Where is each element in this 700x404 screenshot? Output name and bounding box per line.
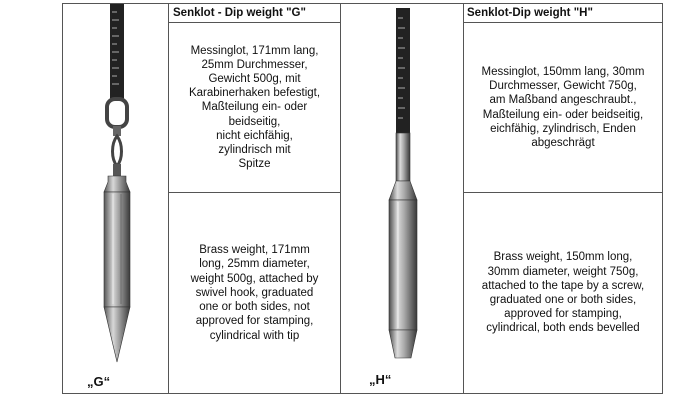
figure-label-g: „G“	[87, 374, 111, 389]
text-line: Maßteilung ein- oder beidseitig,	[482, 108, 644, 121]
text-line: Spitze	[238, 158, 271, 171]
text-line: approved for stamping,	[195, 315, 314, 328]
text-line: Durchmesser, Gewicht 750g,	[489, 80, 637, 93]
product-table	[62, 3, 663, 394]
text-line: weight 500g, attached by	[190, 272, 319, 285]
text-line: am Maßband angeschraubt.,	[489, 94, 637, 107]
text-line: swivel hook, graduated	[195, 286, 314, 299]
text-line: cylindrical, both ends bevelled	[486, 322, 640, 335]
text-line: Gewicht 500g, mit	[208, 72, 301, 85]
text-line: zylindrisch mit	[218, 144, 291, 156]
column-divider	[340, 4, 341, 393]
product-g-english-description	[169, 193, 340, 393]
text-line: Brass weight, 150mm long,	[493, 251, 633, 264]
text-line: attached to the tape by a screw,	[481, 279, 645, 292]
text-line: Messinglot, 171mm lang,	[190, 44, 319, 57]
product-h-english-description	[464, 193, 662, 393]
product-g-german-description	[169, 23, 340, 192]
text-line: long, 25mm diameter,	[199, 258, 310, 271]
text-line: approved for stamping,	[504, 308, 622, 321]
text-line: eichfähig, zylindrisch, Enden	[490, 122, 636, 135]
product-h-german-description	[464, 23, 662, 192]
product-g-header: Senklot - Dip weight "G"	[173, 7, 306, 19]
text-line: cylindrical with tip	[209, 329, 300, 342]
text-line: graduated one or both sides,	[489, 294, 637, 306]
text-line: abgeschrägt	[531, 136, 595, 149]
text-line: 30mm diameter, weight 750g,	[487, 265, 639, 278]
text-line: Karabinerhaken befestigt,	[188, 87, 321, 100]
text-line: 25mm Durchmesser,	[201, 58, 308, 71]
text-line: nicht eichfähig,	[216, 129, 293, 142]
dip-weight-h-image	[375, 8, 431, 362]
text-line: beidseitig,	[228, 115, 281, 128]
text-line: Maßteilung ein- oder	[201, 101, 308, 114]
dip-weight-g-image	[93, 4, 143, 374]
text-line: one or both sides, not	[199, 301, 310, 314]
figure-label-h: „H“	[369, 372, 392, 387]
text-line: Brass weight, 171mm	[199, 244, 310, 257]
text-line: Messinglot, 150mm lang, 30mm	[481, 65, 645, 78]
product-h-header: Senklot-Dip weight "H"	[467, 7, 593, 19]
